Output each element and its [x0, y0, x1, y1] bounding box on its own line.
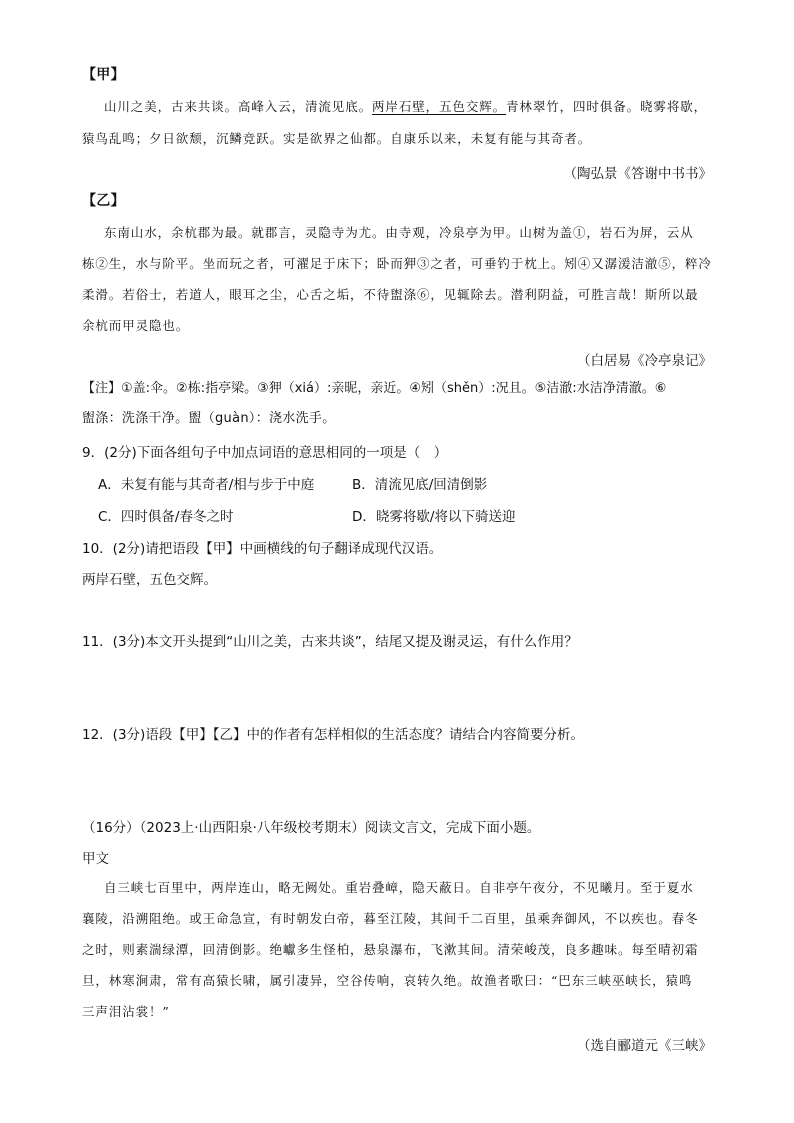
- question-9-stem: 9．(2分)下面各组句子中加点词语的意思相同的一项是（ ）: [82, 445, 448, 461]
- notes-line-1: 【注】①盖:伞。②栋:指亭梁。③狎（xiá）:亲昵，亲近。④矧（shěn）:况且。⑤洁澈:水洁净清澈。⑥: [82, 381, 667, 396]
- sanxia-line-5: 三声泪沾裳！”: [82, 1004, 170, 1019]
- question-10-sentence: 两岸石壁，五色交辉。: [82, 572, 217, 588]
- jia-line-1b: 青林翠竹，四时俱备。晓雾将歇，: [506, 99, 708, 114]
- question-9-option-d: D．晓雾将歇/将以下骑送迎: [352, 509, 516, 525]
- sanxia-line-1: 自三峡七百里中，两岸连山，略无阙处。重岩叠嶂，隐天蔽日。自非亭午夜分，不见曦月。至于夏水: [104, 880, 694, 895]
- question-9-option-a: A．未复有能与其奇者/相与步于中庭: [98, 477, 315, 493]
- jia-line-1: [104, 98, 707, 116]
- yi-line-3: 柔滑。若俗士，若道人，眼耳之尘，心舌之垢，不待盥涤⑥，见辄除去。潜利阴益，可胜言哉！斯所以最: [82, 287, 699, 302]
- jia-line-2: 猿鸟乱鸣；夕日欲颓，沉鳞竞跃。实是欲界之仙都。自康乐以来，未复有能与其奇者。: [82, 131, 592, 146]
- question-12-stem: 12．(3分)语段【甲】【乙】中的作者有怎样相似的生活态度？请结合内容简要分析。: [82, 727, 585, 743]
- jia-underlined-sentence: 两岸石壁，五色交辉。: [372, 99, 507, 114]
- notes-line-2: 盥涤：洗涤干净。盥（guàn）：浇水洗手。: [82, 411, 336, 426]
- yi-line-2: 栋②生，水与阶平。坐而玩之者，可濯足于床下；卧而狎③之者，可垂钓于枕上。矧④又潺湲洁澈⑤，粹冷: [82, 256, 712, 271]
- sanxia-line-2: 襄陵，沿溯阻绝。或王命急宣，有时朝发白帝，暮至江陵，其间千二百里，虽乘奔御风，不以疾也。春冬: [82, 911, 699, 926]
- jia-label: 【甲】: [82, 67, 125, 83]
- section-2-label: 甲文: [82, 851, 109, 867]
- yi-source: （白居易《冷亭泉记》: [577, 353, 712, 369]
- sanxia-source: （选自郦道元《三峡》: [577, 1038, 712, 1054]
- question-9-option-c: C．四时俱备/春冬之时: [98, 509, 234, 525]
- jia-source: （陶弘景《答谢中书书》: [563, 166, 712, 182]
- question-10-stem: 10．(2分)请把语段【甲】中画横线的句子翻译成现代汉语。: [82, 541, 443, 557]
- yi-line-4: 余杭而甲灵隐也。: [82, 318, 190, 333]
- question-11-stem: 11．(3分)本文开头提到“山川之美，古来共谈”，结尾又提及谢灵运，有什么作用？: [82, 634, 578, 650]
- section-2-header: （16分）（2023上·山西阳泉·八年级校考期末）阅读文言文，完成下面小题。: [82, 820, 541, 836]
- sanxia-line-4: 旦，林寒涧肃，常有高猿长啸，属引凄异，空谷传响，哀转久绝。故渔者歌曰：“巴东三峡巫峡长，猿鸣: [82, 973, 693, 988]
- yi-line-1: 东南山水，余杭郡为最。就郡言，灵隐寺为尤。由寺观，冷泉亭为甲。山树为盖①，岩石为屏，云从: [104, 225, 694, 240]
- yi-label: 【乙】: [82, 193, 125, 209]
- sanxia-line-3: 之时，则素湍绿潭，回清倒影。绝巘多生怪柏，悬泉瀑布，飞漱其间。清荣峻茂，良多趣味。每至晴初霜: [82, 942, 699, 957]
- jia-line-1a: 山川之美，古来共谈。高峰入云，清流见底。: [104, 99, 373, 114]
- question-9-option-b: B．清流见底/回清倒影: [352, 477, 488, 493]
